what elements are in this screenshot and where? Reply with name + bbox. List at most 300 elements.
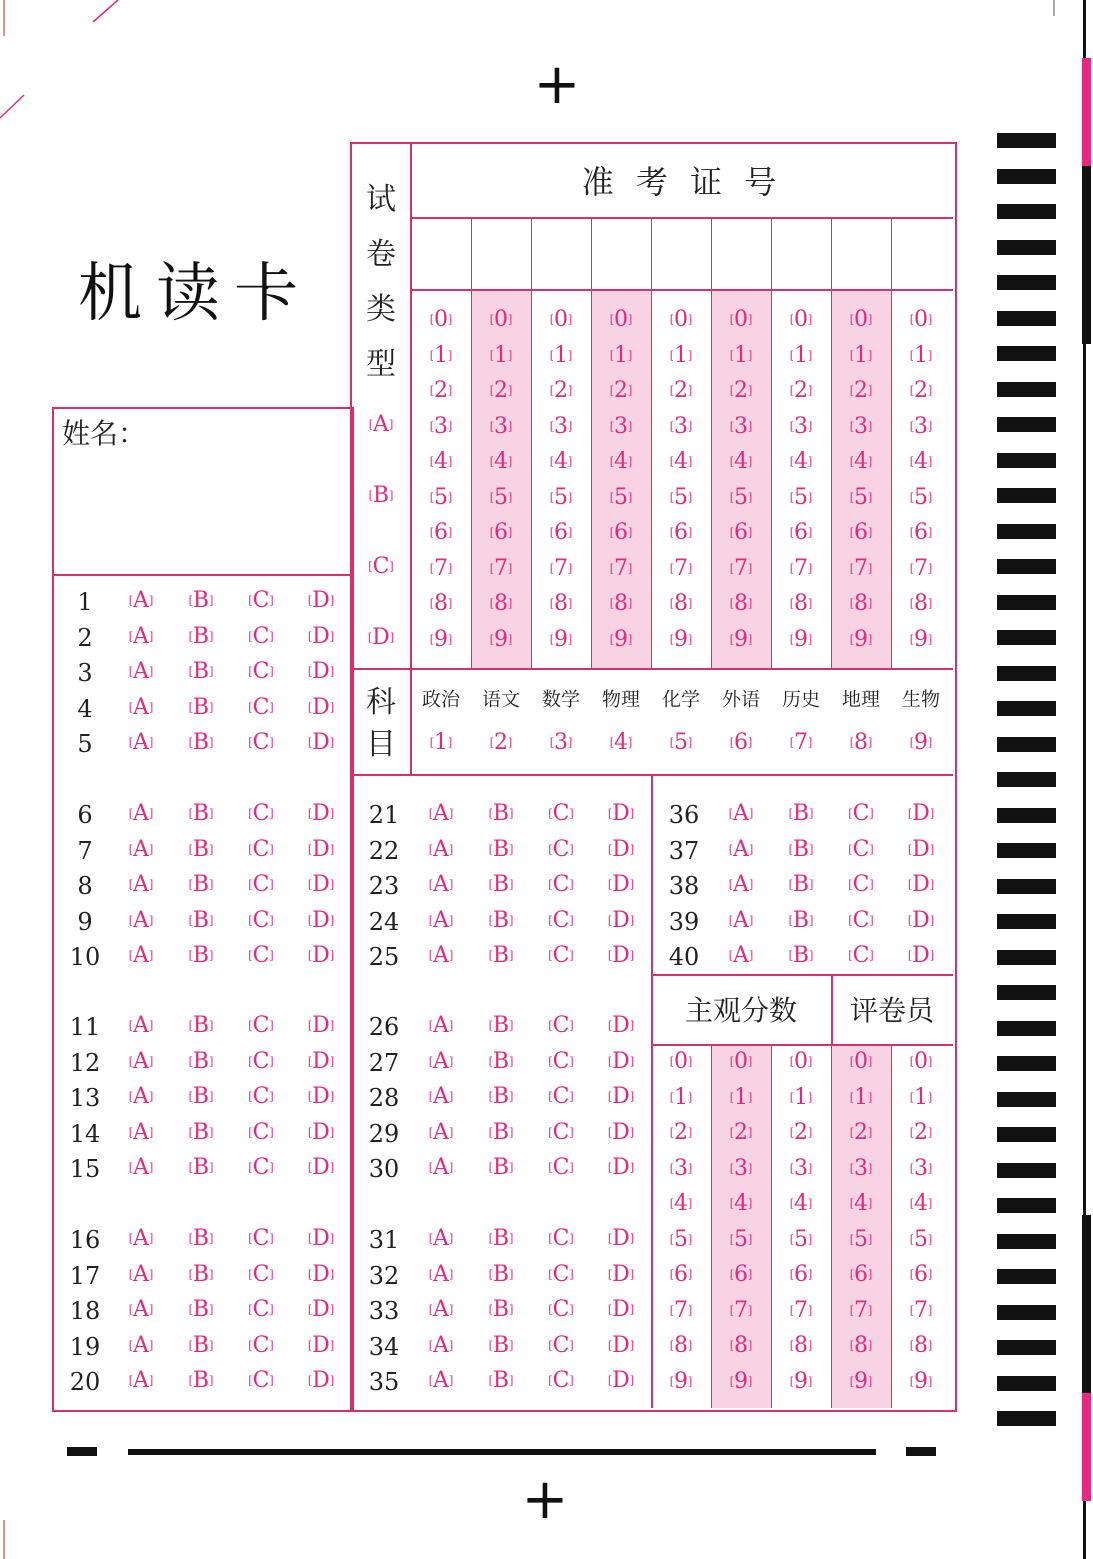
exam-id-bubble-4[interactable]: [4] xyxy=(429,449,453,474)
exam-id-bubble-3[interactable]: [3] xyxy=(789,413,813,439)
subject-bubble-7[interactable]: [7] xyxy=(789,730,813,755)
q11-bubble-C[interactable]: [C] xyxy=(248,1013,274,1038)
q36-bubble-D[interactable]: [D] xyxy=(907,801,935,826)
q13-bubble-D[interactable]: [D] xyxy=(307,1084,335,1109)
exam-id-bubble-9[interactable]: [9] xyxy=(549,626,573,652)
exam-id-bubble-9[interactable]: [9] xyxy=(789,626,813,652)
q23-bubble-C[interactable]: [C] xyxy=(548,872,574,897)
exam-id-bubble-6[interactable]: [6] xyxy=(609,520,633,545)
exam-id-bubble-1[interactable]: [1] xyxy=(789,342,813,368)
q24-bubble-B[interactable]: [B] xyxy=(488,907,514,933)
q5-bubble-C[interactable]: [C] xyxy=(248,730,274,755)
score-bubble-1[interactable]: [1] xyxy=(669,1084,693,1110)
exam-id-bubble-5[interactable]: [5] xyxy=(429,484,453,510)
q38-bubble-B[interactable]: [B] xyxy=(788,872,814,897)
exam-id-bubble-4[interactable]: [4] xyxy=(729,449,753,474)
score-bubble-6[interactable]: [6] xyxy=(789,1262,813,1287)
exam-id-bubble-2[interactable]: [2] xyxy=(789,378,813,403)
q36-bubble-C[interactable]: [C] xyxy=(848,801,874,826)
q37-bubble-A[interactable]: [A] xyxy=(728,836,754,862)
q21-bubble-A[interactable]: [A] xyxy=(428,801,454,826)
exam-id-bubble-5[interactable]: [5] xyxy=(849,484,873,510)
score-bubble-0[interactable]: [0] xyxy=(729,1049,753,1074)
exam-id-bubble-2[interactable]: [2] xyxy=(549,378,573,403)
exam-id-bubble-0[interactable]: [0] xyxy=(669,307,693,332)
score-bubble-7[interactable]: [7] xyxy=(669,1297,693,1323)
q10-bubble-A[interactable]: [A] xyxy=(128,943,154,968)
exam-id-bubble-4[interactable]: [4] xyxy=(669,449,693,474)
q12-bubble-A[interactable]: [A] xyxy=(128,1048,154,1074)
exam-id-bubble-6[interactable]: [6] xyxy=(489,520,513,545)
exam-id-bubble-8[interactable]: [8] xyxy=(909,591,933,616)
exam-id-bubble-3[interactable]: [3] xyxy=(669,413,693,439)
q5-bubble-B[interactable]: [B] xyxy=(188,730,214,755)
q32-bubble-C[interactable]: [C] xyxy=(548,1261,574,1287)
exam-id-bubble-1[interactable]: [1] xyxy=(429,342,453,368)
exam-id-bubble-6[interactable]: [6] xyxy=(909,520,933,545)
grader-bubble-6[interactable]: [6] xyxy=(909,1262,933,1287)
q13-bubble-A[interactable]: [A] xyxy=(128,1084,154,1109)
exam-id-bubble-3[interactable]: [3] xyxy=(489,413,513,439)
score-bubble-3[interactable]: [3] xyxy=(729,1155,753,1181)
q17-bubble-D[interactable]: [D] xyxy=(307,1261,335,1287)
q35-bubble-A[interactable]: [A] xyxy=(428,1368,454,1393)
exam-id-bubble-2[interactable]: [2] xyxy=(849,378,873,403)
q20-bubble-C[interactable]: [C] xyxy=(248,1368,274,1393)
grader-bubble-6[interactable]: [6] xyxy=(849,1262,873,1287)
exam-id-bubble-2[interactable]: [2] xyxy=(429,378,453,403)
q14-bubble-B[interactable]: [B] xyxy=(188,1119,214,1145)
q34-bubble-B[interactable]: [B] xyxy=(488,1332,514,1358)
exam-id-bubble-8[interactable]: [8] xyxy=(489,591,513,616)
q9-bubble-D[interactable]: [D] xyxy=(307,907,335,933)
q37-bubble-D[interactable]: [D] xyxy=(907,836,935,862)
q7-bubble-A[interactable]: [A] xyxy=(128,836,154,862)
q31-bubble-D[interactable]: [D] xyxy=(607,1226,635,1251)
q18-bubble-B[interactable]: [B] xyxy=(188,1297,214,1322)
q26-bubble-B[interactable]: [B] xyxy=(488,1013,514,1038)
exam-id-bubble-1[interactable]: [1] xyxy=(489,342,513,368)
q14-bubble-D[interactable]: [D] xyxy=(307,1119,335,1145)
q3-bubble-A[interactable]: [A] xyxy=(128,659,154,684)
q35-bubble-D[interactable]: [D] xyxy=(607,1368,635,1393)
exam-id-bubble-0[interactable]: [0] xyxy=(429,307,453,332)
exam-id-bubble-7[interactable]: [7] xyxy=(489,555,513,581)
q31-bubble-C[interactable]: [C] xyxy=(548,1226,574,1251)
exam-id-bubble-1[interactable]: [1] xyxy=(729,342,753,368)
grader-bubble-9[interactable]: [9] xyxy=(909,1368,933,1394)
exam-id-bubble-8[interactable]: [8] xyxy=(669,591,693,616)
q23-bubble-B[interactable]: [B] xyxy=(488,872,514,897)
q40-bubble-C[interactable]: [C] xyxy=(848,943,874,968)
exam-id-bubble-0[interactable]: [0] xyxy=(849,307,873,332)
q18-bubble-A[interactable]: [A] xyxy=(128,1297,154,1322)
q16-bubble-B[interactable]: [B] xyxy=(188,1226,214,1251)
exam-id-bubble-4[interactable]: [4] xyxy=(549,449,573,474)
exam-id-bubble-7[interactable]: [7] xyxy=(429,555,453,581)
grader-bubble-2[interactable]: [2] xyxy=(849,1120,873,1145)
q19-bubble-A[interactable]: [A] xyxy=(128,1332,154,1358)
exam-id-bubble-0[interactable]: [0] xyxy=(909,307,933,332)
exam-id-bubble-4[interactable]: [4] xyxy=(609,449,633,474)
q23-bubble-A[interactable]: [A] xyxy=(428,872,454,897)
subject-bubble-8[interactable]: [8] xyxy=(849,730,873,755)
exam-id-bubble-8[interactable]: [8] xyxy=(729,591,753,616)
grader-bubble-7[interactable]: [7] xyxy=(909,1297,933,1323)
score-bubble-1[interactable]: [1] xyxy=(789,1084,813,1110)
score-bubble-2[interactable]: [2] xyxy=(669,1120,693,1145)
exam-id-bubble-2[interactable]: [2] xyxy=(729,378,753,403)
q28-bubble-B[interactable]: [B] xyxy=(488,1084,514,1109)
q35-bubble-C[interactable]: [C] xyxy=(548,1368,574,1393)
exam-id-bubble-3[interactable]: [3] xyxy=(429,413,453,439)
q27-bubble-A[interactable]: [A] xyxy=(428,1048,454,1074)
q2-bubble-B[interactable]: [B] xyxy=(188,623,214,649)
q14-bubble-C[interactable]: [C] xyxy=(248,1119,274,1145)
exam-id-bubble-9[interactable]: [9] xyxy=(849,626,873,652)
q8-bubble-A[interactable]: [A] xyxy=(128,872,154,897)
q22-bubble-B[interactable]: [B] xyxy=(488,836,514,862)
q38-bubble-C[interactable]: [C] xyxy=(848,872,874,897)
exam-id-bubble-1[interactable]: [1] xyxy=(849,342,873,368)
q32-bubble-B[interactable]: [B] xyxy=(488,1261,514,1287)
exam-id-bubble-5[interactable]: [5] xyxy=(729,484,753,510)
q32-bubble-D[interactable]: [D] xyxy=(607,1261,635,1287)
grader-bubble-4[interactable]: [4] xyxy=(849,1191,873,1216)
exam-id-bubble-5[interactable]: [5] xyxy=(549,484,573,510)
q5-bubble-D[interactable]: [D] xyxy=(307,730,335,755)
q10-bubble-B[interactable]: [B] xyxy=(188,943,214,968)
q12-bubble-B[interactable]: [B] xyxy=(188,1048,214,1074)
score-bubble-5[interactable]: [5] xyxy=(729,1226,753,1252)
q39-bubble-D[interactable]: [D] xyxy=(907,907,935,933)
q27-bubble-D[interactable]: [D] xyxy=(607,1048,635,1074)
q34-bubble-C[interactable]: [C] xyxy=(548,1332,574,1358)
q26-bubble-D[interactable]: [D] xyxy=(607,1013,635,1038)
q12-bubble-C[interactable]: [C] xyxy=(248,1048,274,1074)
q6-bubble-D[interactable]: [D] xyxy=(307,801,335,826)
q27-bubble-B[interactable]: [B] xyxy=(488,1048,514,1074)
exam-id-bubble-8[interactable]: [8] xyxy=(429,591,453,616)
q18-bubble-D[interactable]: [D] xyxy=(307,1297,335,1322)
score-bubble-8[interactable]: [8] xyxy=(729,1333,753,1358)
q10-bubble-C[interactable]: [C] xyxy=(248,943,274,968)
exam-id-bubble-0[interactable]: [0] xyxy=(609,307,633,332)
q30-bubble-A[interactable]: [A] xyxy=(428,1155,454,1180)
q4-bubble-B[interactable]: [B] xyxy=(188,694,214,720)
q7-bubble-C[interactable]: [C] xyxy=(248,836,274,862)
exam-id-bubble-7[interactable]: [7] xyxy=(789,555,813,581)
q33-bubble-B[interactable]: [B] xyxy=(488,1297,514,1322)
exam-id-bubble-0[interactable]: [0] xyxy=(729,307,753,332)
exam-id-bubble-0[interactable]: [0] xyxy=(789,307,813,332)
q13-bubble-C[interactable]: [C] xyxy=(248,1084,274,1109)
exam-id-bubble-9[interactable]: [9] xyxy=(489,626,513,652)
exam-id-bubble-9[interactable]: [9] xyxy=(429,626,453,652)
grader-bubble-0[interactable]: [0] xyxy=(849,1049,873,1074)
exam-id-bubble-2[interactable]: [2] xyxy=(669,378,693,403)
q19-bubble-D[interactable]: [D] xyxy=(307,1332,335,1358)
q21-bubble-B[interactable]: [B] xyxy=(488,801,514,826)
q28-bubble-A[interactable]: [A] xyxy=(428,1084,454,1109)
exam-id-bubble-6[interactable]: [6] xyxy=(549,520,573,545)
q19-bubble-B[interactable]: [B] xyxy=(188,1332,214,1358)
score-bubble-3[interactable]: [3] xyxy=(789,1155,813,1181)
q20-bubble-B[interactable]: [B] xyxy=(188,1368,214,1393)
q29-bubble-B[interactable]: [B] xyxy=(488,1119,514,1145)
paper-type-bubble-A[interactable]: [A] xyxy=(368,412,394,437)
q36-bubble-B[interactable]: [B] xyxy=(788,801,814,826)
q9-bubble-B[interactable]: [B] xyxy=(188,907,214,933)
q1-bubble-D[interactable]: [D] xyxy=(307,588,335,613)
subject-bubble-9[interactable]: [9] xyxy=(909,730,933,755)
q39-bubble-C[interactable]: [C] xyxy=(848,907,874,933)
q33-bubble-C[interactable]: [C] xyxy=(548,1297,574,1322)
q25-bubble-A[interactable]: [A] xyxy=(428,943,454,968)
score-bubble-6[interactable]: [6] xyxy=(729,1262,753,1287)
score-bubble-9[interactable]: [9] xyxy=(789,1368,813,1394)
exam-id-bubble-4[interactable]: [4] xyxy=(909,449,933,474)
exam-id-bubble-9[interactable]: [9] xyxy=(669,626,693,652)
q17-bubble-A[interactable]: [A] xyxy=(128,1261,154,1287)
q16-bubble-A[interactable]: [A] xyxy=(128,1226,154,1251)
grader-bubble-1[interactable]: [1] xyxy=(849,1084,873,1110)
q11-bubble-B[interactable]: [B] xyxy=(188,1013,214,1038)
q24-bubble-C[interactable]: [C] xyxy=(548,907,574,933)
q3-bubble-B[interactable]: [B] xyxy=(188,659,214,684)
q29-bubble-C[interactable]: [C] xyxy=(548,1119,574,1145)
exam-id-bubble-5[interactable]: [5] xyxy=(609,484,633,510)
score-bubble-2[interactable]: [2] xyxy=(729,1120,753,1145)
q1-bubble-A[interactable]: [A] xyxy=(128,588,154,613)
exam-id-bubble-1[interactable]: [1] xyxy=(669,342,693,368)
q15-bubble-B[interactable]: [B] xyxy=(188,1155,214,1180)
score-bubble-4[interactable]: [4] xyxy=(669,1191,693,1216)
q19-bubble-C[interactable]: [C] xyxy=(248,1332,274,1358)
exam-id-bubble-8[interactable]: [8] xyxy=(609,591,633,616)
grader-bubble-3[interactable]: [3] xyxy=(909,1155,933,1181)
score-bubble-3[interactable]: [3] xyxy=(669,1155,693,1181)
q7-bubble-D[interactable]: [D] xyxy=(307,836,335,862)
exam-id-bubble-5[interactable]: [5] xyxy=(669,484,693,510)
q8-bubble-B[interactable]: [B] xyxy=(188,872,214,897)
q33-bubble-A[interactable]: [A] xyxy=(428,1297,454,1322)
q22-bubble-C[interactable]: [C] xyxy=(548,836,574,862)
exam-id-bubble-3[interactable]: [3] xyxy=(849,413,873,439)
q34-bubble-A[interactable]: [A] xyxy=(428,1332,454,1358)
exam-id-bubble-3[interactable]: [3] xyxy=(909,413,933,439)
subject-bubble-6[interactable]: [6] xyxy=(729,730,753,755)
q16-bubble-D[interactable]: [D] xyxy=(307,1226,335,1251)
q9-bubble-C[interactable]: [C] xyxy=(248,907,274,933)
paper-type-bubble-B[interactable]: [B] xyxy=(368,483,394,508)
subject-bubble-4[interactable]: [4] xyxy=(609,730,633,755)
q37-bubble-B[interactable]: [B] xyxy=(788,836,814,862)
subject-bubble-2[interactable]: [2] xyxy=(489,730,513,755)
q6-bubble-C[interactable]: [C] xyxy=(248,801,274,826)
exam-id-bubble-4[interactable]: [4] xyxy=(849,449,873,474)
exam-id-bubble-9[interactable]: [9] xyxy=(609,626,633,652)
q24-bubble-A[interactable]: [A] xyxy=(428,907,454,933)
q33-bubble-D[interactable]: [D] xyxy=(607,1297,635,1322)
grader-bubble-8[interactable]: [8] xyxy=(909,1333,933,1358)
exam-id-bubble-8[interactable]: [8] xyxy=(789,591,813,616)
q12-bubble-D[interactable]: [D] xyxy=(307,1048,335,1074)
grader-bubble-3[interactable]: [3] xyxy=(849,1155,873,1181)
q11-bubble-D[interactable]: [D] xyxy=(307,1013,335,1038)
subject-bubble-3[interactable]: [3] xyxy=(549,730,573,755)
subject-bubble-1[interactable]: [1] xyxy=(429,730,453,755)
q8-bubble-C[interactable]: [C] xyxy=(248,872,274,897)
grader-bubble-0[interactable]: [0] xyxy=(909,1049,933,1074)
q30-bubble-C[interactable]: [C] xyxy=(548,1155,574,1180)
q36-bubble-A[interactable]: [A] xyxy=(728,801,754,826)
score-bubble-4[interactable]: [4] xyxy=(789,1191,813,1216)
q15-bubble-A[interactable]: [A] xyxy=(128,1155,154,1180)
q35-bubble-B[interactable]: [B] xyxy=(488,1368,514,1393)
grader-bubble-9[interactable]: [9] xyxy=(849,1368,873,1394)
exam-id-bubble-7[interactable]: [7] xyxy=(609,555,633,581)
q25-bubble-D[interactable]: [D] xyxy=(607,943,635,968)
q3-bubble-C[interactable]: [C] xyxy=(248,659,274,684)
q15-bubble-D[interactable]: [D] xyxy=(307,1155,335,1180)
q37-bubble-C[interactable]: [C] xyxy=(848,836,874,862)
score-bubble-9[interactable]: [9] xyxy=(669,1368,693,1394)
paper-type-bubble-C[interactable]: [C] xyxy=(368,554,394,579)
q28-bubble-C[interactable]: [C] xyxy=(548,1084,574,1109)
grader-bubble-7[interactable]: [7] xyxy=(849,1297,873,1323)
grader-bubble-2[interactable]: [2] xyxy=(909,1120,933,1145)
exam-id-bubble-5[interactable]: [5] xyxy=(489,484,513,510)
exam-id-bubble-2[interactable]: [2] xyxy=(489,378,513,403)
score-bubble-4[interactable]: [4] xyxy=(729,1191,753,1216)
exam-id-bubble-6[interactable]: [6] xyxy=(429,520,453,545)
exam-id-bubble-5[interactable]: [5] xyxy=(789,484,813,510)
q26-bubble-A[interactable]: [A] xyxy=(428,1013,454,1038)
q21-bubble-D[interactable]: [D] xyxy=(607,801,635,826)
q8-bubble-D[interactable]: [D] xyxy=(307,872,335,897)
q3-bubble-D[interactable]: [D] xyxy=(307,659,335,684)
exam-id-bubble-2[interactable]: [2] xyxy=(909,378,933,403)
exam-id-bubble-3[interactable]: [3] xyxy=(729,413,753,439)
q4-bubble-C[interactable]: [C] xyxy=(248,694,274,720)
exam-id-bubble-7[interactable]: [7] xyxy=(849,555,873,581)
q22-bubble-A[interactable]: [A] xyxy=(428,836,454,862)
q28-bubble-D[interactable]: [D] xyxy=(607,1084,635,1109)
exam-id-bubble-6[interactable]: [6] xyxy=(669,520,693,545)
paper-type-bubble-D[interactable]: [D] xyxy=(367,625,395,650)
q25-bubble-C[interactable]: [C] xyxy=(548,943,574,968)
q5-bubble-A[interactable]: [A] xyxy=(128,730,154,755)
q20-bubble-A[interactable]: [A] xyxy=(128,1368,154,1393)
q16-bubble-C[interactable]: [C] xyxy=(248,1226,274,1251)
exam-id-bubble-6[interactable]: [6] xyxy=(729,520,753,545)
exam-id-bubble-0[interactable]: [0] xyxy=(549,307,573,332)
grader-bubble-1[interactable]: [1] xyxy=(909,1084,933,1110)
exam-id-bubble-0[interactable]: [0] xyxy=(489,307,513,332)
q22-bubble-D[interactable]: [D] xyxy=(607,836,635,862)
score-bubble-8[interactable]: [8] xyxy=(669,1333,693,1358)
q25-bubble-B[interactable]: [B] xyxy=(488,943,514,968)
q14-bubble-A[interactable]: [A] xyxy=(128,1119,154,1145)
q18-bubble-C[interactable]: [C] xyxy=(248,1297,274,1322)
score-bubble-9[interactable]: [9] xyxy=(729,1368,753,1394)
score-bubble-7[interactable]: [7] xyxy=(789,1297,813,1323)
score-bubble-5[interactable]: [5] xyxy=(669,1226,693,1252)
q6-bubble-B[interactable]: [B] xyxy=(188,801,214,826)
exam-id-bubble-3[interactable]: [3] xyxy=(549,413,573,439)
q39-bubble-B[interactable]: [B] xyxy=(788,907,814,933)
q34-bubble-D[interactable]: [D] xyxy=(607,1332,635,1358)
exam-id-bubble-6[interactable]: [6] xyxy=(849,520,873,545)
q1-bubble-C[interactable]: [C] xyxy=(248,588,274,613)
q4-bubble-A[interactable]: [A] xyxy=(128,694,154,720)
q31-bubble-B[interactable]: [B] xyxy=(488,1226,514,1251)
score-bubble-0[interactable]: [0] xyxy=(669,1049,693,1074)
score-bubble-8[interactable]: [8] xyxy=(789,1333,813,1358)
q1-bubble-B[interactable]: [B] xyxy=(188,588,214,613)
grader-bubble-5[interactable]: [5] xyxy=(909,1226,933,1252)
exam-id-bubble-1[interactable]: [1] xyxy=(909,342,933,368)
score-bubble-6[interactable]: [6] xyxy=(669,1262,693,1287)
q6-bubble-A[interactable]: [A] xyxy=(128,801,154,826)
q32-bubble-A[interactable]: [A] xyxy=(428,1261,454,1287)
q15-bubble-C[interactable]: [C] xyxy=(248,1155,274,1180)
q4-bubble-D[interactable]: [D] xyxy=(307,694,335,720)
q38-bubble-D[interactable]: [D] xyxy=(907,872,935,897)
exam-id-bubble-8[interactable]: [8] xyxy=(549,591,573,616)
q39-bubble-A[interactable]: [A] xyxy=(728,907,754,933)
score-bubble-0[interactable]: [0] xyxy=(789,1049,813,1074)
score-bubble-2[interactable]: [2] xyxy=(789,1120,813,1145)
score-bubble-1[interactable]: [1] xyxy=(729,1084,753,1110)
exam-id-bubble-7[interactable]: [7] xyxy=(669,555,693,581)
score-bubble-5[interactable]: [5] xyxy=(789,1226,813,1252)
q40-bubble-D[interactable]: [D] xyxy=(907,943,935,968)
grader-bubble-8[interactable]: [8] xyxy=(849,1333,873,1358)
q17-bubble-C[interactable]: [C] xyxy=(248,1261,274,1287)
q17-bubble-B[interactable]: [B] xyxy=(188,1261,214,1287)
exam-id-bubble-2[interactable]: [2] xyxy=(609,378,633,403)
q38-bubble-A[interactable]: [A] xyxy=(728,872,754,897)
q29-bubble-A[interactable]: [A] xyxy=(428,1119,454,1145)
exam-id-bubble-5[interactable]: [5] xyxy=(909,484,933,510)
q31-bubble-A[interactable]: [A] xyxy=(428,1226,454,1251)
exam-id-bubble-7[interactable]: [7] xyxy=(549,555,573,581)
score-bubble-7[interactable]: [7] xyxy=(729,1297,753,1323)
q27-bubble-C[interactable]: [C] xyxy=(548,1048,574,1074)
q2-bubble-D[interactable]: [D] xyxy=(307,623,335,649)
subject-bubble-5[interactable]: [5] xyxy=(669,730,693,755)
q7-bubble-B[interactable]: [B] xyxy=(188,836,214,862)
q2-bubble-A[interactable]: [A] xyxy=(128,623,154,649)
exam-id-bubble-4[interactable]: [4] xyxy=(489,449,513,474)
exam-id-bubble-7[interactable]: [7] xyxy=(909,555,933,581)
q40-bubble-B[interactable]: [B] xyxy=(788,943,814,968)
q11-bubble-A[interactable]: [A] xyxy=(128,1013,154,1038)
exam-id-bubble-3[interactable]: [3] xyxy=(609,413,633,439)
q9-bubble-A[interactable]: [A] xyxy=(128,907,154,933)
exam-id-bubble-6[interactable]: [6] xyxy=(789,520,813,545)
exam-id-bubble-1[interactable]: [1] xyxy=(609,342,633,368)
grader-bubble-4[interactable]: [4] xyxy=(909,1191,933,1216)
q29-bubble-D[interactable]: [D] xyxy=(607,1119,635,1145)
q2-bubble-C[interactable]: [C] xyxy=(248,623,274,649)
q26-bubble-C[interactable]: [C] xyxy=(548,1013,574,1038)
q21-bubble-C[interactable]: [C] xyxy=(548,801,574,826)
exam-id-bubble-9[interactable]: [9] xyxy=(909,626,933,652)
exam-id-bubble-8[interactable]: [8] xyxy=(849,591,873,616)
